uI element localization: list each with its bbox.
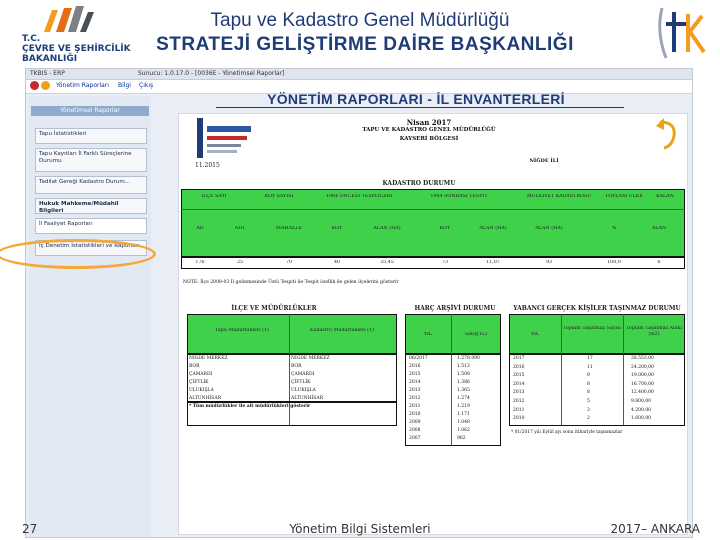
doc-date-mark: 11.2015 <box>195 162 220 169</box>
kadastro-header: KÖY SAYISI <box>264 194 294 199</box>
harc-row-year: 2016 <box>409 364 421 369</box>
kadastro-value: 100,0 <box>607 260 621 265</box>
yabanci-row-year: 2016 <box>513 364 525 370</box>
content-title: YÖNETİM RAPORLARI - İL ENVANTERLERİ <box>267 91 565 107</box>
yabanci-row-count: 9 <box>587 373 590 379</box>
ministry-line-3: BAKANLIĞI <box>22 54 78 64</box>
harc-row-value: 1.062 <box>457 428 470 433</box>
ilce-col-tapu: Tapu Müdürlükleri (1) <box>215 328 269 333</box>
content-title-underline <box>216 107 624 108</box>
kadastro-header: TOPLAM ÜLKE <box>605 194 643 199</box>
kadastro-note: NOTE: İlçe 2008-03 İl gelinmesinde Üstü Tespiti ile Tespit özellik ile gelen ilçelerini gösterir <box>183 280 399 285</box>
harc-row-year: 2015 <box>409 372 421 377</box>
sidebar-item-ic-denetim[interactable]: İç Denetim İstatistikleri ve Raporları <box>35 240 147 256</box>
kadastro-header: MÜLKİYET KADASTROSU <box>526 194 592 199</box>
app-window <box>25 68 693 538</box>
kadastro-value: 25 <box>236 260 244 265</box>
ilce-row: ALTUNHİSAR <box>291 396 324 401</box>
kadastro-value: 11,07 <box>486 260 500 265</box>
footer-center: Yönetim Bilgi Sistemleri <box>289 522 431 536</box>
harc-row-value: 1.171 <box>457 412 470 417</box>
yabanci-row-year: 2017 <box>513 356 525 361</box>
yabanci-row-year: 2010 <box>513 416 525 422</box>
harc-row-value: 1.365 <box>457 388 470 393</box>
kadastro-subheader: % <box>611 226 617 231</box>
kadastro-value: 35,45 <box>380 260 394 265</box>
sidebar-header: Yönetimsel Raporlar <box>31 106 149 116</box>
yabanci-row-year: 2013 <box>513 390 525 396</box>
kadastro-value: 73 <box>441 260 449 265</box>
kadastro-subheader: AD <box>196 226 204 231</box>
kadastro-subheader: ALAN <box>651 226 667 231</box>
harc-row-value: 1.274 <box>457 396 470 401</box>
sidebar-item-tapu-istatistikleri[interactable]: Tapu İstatistikleri <box>35 128 147 144</box>
yabanci-note: * 01/2017 yılı Eylül ayı sonu itibariyle taşınmazlar <box>511 430 623 435</box>
menu-yonetim-raporlari[interactable]: Yönetim Raporları <box>56 82 109 89</box>
yabanci-row-count: 11 <box>587 364 593 370</box>
titlebar-app: TKBIS - ERP <box>30 70 65 77</box>
ministry-logo <box>18 4 133 66</box>
yabanci-row-count: 8 <box>587 390 590 396</box>
harc-title: HARÇ ARŞİVİ DURUMU <box>414 305 496 312</box>
doc-header-line-2: KAYSERİ BÖLGESİ <box>399 136 459 142</box>
ilce-row: ÇİFTLİK <box>291 380 311 385</box>
yabanci-row-area: 16.700,00 <box>631 381 654 387</box>
titlebar-info: Sunucu: 1.0.17.0 - [0036E - Yönetimsel Raporlar] <box>138 70 285 77</box>
ilce-row: ÇAMARDI <box>189 372 213 377</box>
ilce-table-body <box>187 354 397 402</box>
harc-row-year: 06/2017 <box>409 356 428 361</box>
harc-row-year: 2013 <box>409 388 421 393</box>
kadastro-value: 70 <box>285 260 293 265</box>
harc-row-year: 2011 <box>409 404 421 409</box>
doc-date-top: Nisan 2017 <box>406 118 452 127</box>
ilce-row: ULUKIŞLA <box>291 388 316 393</box>
yabanci-row-area: 28.553,00 <box>631 356 654 361</box>
yabanci-col-yil: YIL <box>530 332 540 337</box>
ilce-row: ÇİFTLİK <box>189 380 209 385</box>
kadastro-header: 1964 ÖNCESİ TESPİTLERİ <box>325 194 393 199</box>
ilce-row: ULUKIŞLA <box>189 388 214 393</box>
kadastro-title: KADASTRO DURUMU <box>382 180 456 187</box>
kadastro-subheader: ALAN (HA) <box>373 226 401 231</box>
harc-row-year: 2007 <box>409 436 421 441</box>
ministry-logo-icon <box>38 4 98 34</box>
ilce-row: NİĞDE MERKEZ <box>189 356 228 361</box>
yabanci-row-year: 2015 <box>513 373 525 379</box>
kadastro-header: İLÇE SAYI <box>201 194 227 199</box>
report-document <box>178 113 688 535</box>
harc-row-value: 1.512 <box>457 364 470 369</box>
harc-row-year: 2009 <box>409 420 421 425</box>
org-title: Tapu ve Kadastro Genel Müdürlüğü <box>210 10 510 31</box>
selection-highlight-ring <box>0 239 156 269</box>
menu-cikis[interactable]: Çıkış <box>139 82 154 89</box>
ilce-title: İLÇE VE MÜDÜRLÜKLER <box>231 305 317 312</box>
kadastro-value: 6 <box>657 260 661 265</box>
yabanci-row-count: 3 <box>587 407 590 413</box>
page-number: 27 <box>22 522 38 536</box>
kadastro-value: 93 <box>545 260 553 265</box>
ministry-line-1: T.C. <box>22 34 41 44</box>
yabanci-row-count: 5 <box>587 399 590 404</box>
yabanci-title: YABANCI GERÇEK KİŞİLER TAŞINMAZ DURUMU <box>513 305 681 312</box>
kadastro-subheader: MAHALLE <box>276 226 302 231</box>
ilce-row: ÇAMARDI <box>291 372 315 377</box>
ilce-note: * Tüm müdürlükler ile alt müdürlükleri gösterir <box>189 404 311 409</box>
harc-row-value: 1.386 <box>457 380 470 385</box>
ilce-row: BOR <box>189 364 200 369</box>
kadastro-subheader: ADT <box>234 226 246 231</box>
ministry-line-2: ÇEVRE VE ŞEHİRCİLİK <box>22 44 131 54</box>
harc-row-value: 1.048 <box>457 420 470 425</box>
yabanci-row-area: 9.800,00 <box>631 399 652 404</box>
harc-row-year: 2012 <box>409 396 421 401</box>
sidebar-item-il-faaliyet[interactable]: İl Faaliyet Raporları <box>35 218 147 234</box>
harc-row-value: 1.219 <box>457 404 470 409</box>
yabanci-col-alan: Toplam Taşınmaz Alanı (m2) <box>626 326 682 337</box>
sidebar-item-tapu-kayitlari[interactable]: Tapu Kayıtları İl Farklı Süreçlerine Durumu <box>35 148 147 172</box>
ilce-row: NİĞDE MERKEZ <box>291 356 330 361</box>
ilce-row: BOR <box>291 364 302 369</box>
sidebar <box>29 96 151 537</box>
org-subtitle: STRATEJİ GELİŞTİRME DAİRE BAŞKANLIĞI <box>156 34 574 55</box>
harc-row-value: 962 <box>457 436 466 441</box>
yabanci-row-year: 2012 <box>513 399 525 404</box>
forward-icon[interactable] <box>41 81 50 90</box>
yabanci-row-count: 2 <box>587 416 590 422</box>
ilce-table-header <box>187 314 397 354</box>
ilce-row: ALTUNHİSAR <box>189 396 222 401</box>
sidebar-item-tadilat[interactable]: Tadilat Gereği Kadastro Durum... <box>35 176 147 194</box>
sidebar-item-hukuk[interactable]: Hukuk Mahkeme/Müdahil Bilgileri <box>35 198 147 214</box>
menu-bilgi[interactable]: Bilgi <box>118 82 131 89</box>
harc-row-year: 2014 <box>409 380 421 385</box>
harc-row-value: 1.278.090 <box>457 356 480 361</box>
back-icon[interactable] <box>30 81 39 90</box>
harc-col-satis: Satış(TL) <box>464 332 488 337</box>
kadastro-header: 1964 SONRASI TESPİT <box>430 194 488 199</box>
harc-row-year: 2010 <box>409 412 421 417</box>
window-titlebar <box>26 69 692 80</box>
kadastro-subheader: ALAN (HA) <box>535 226 563 231</box>
kadastro-value: 40 <box>333 260 341 265</box>
kadastro-subheader: KÖY <box>331 226 343 231</box>
yabanci-row-area: 4.200,00 <box>631 407 652 413</box>
harc-row-year: 2008 <box>409 428 421 433</box>
kadastro-header: KALAN <box>656 194 674 199</box>
yabanci-row-count: 8 <box>587 381 590 387</box>
yabanci-row-area: 12.400,00 <box>631 390 654 396</box>
kadastro-subheader: ALAN (HA) <box>479 226 507 231</box>
yabanci-table-body <box>509 354 685 426</box>
yabanci-col-sayi: Toplam Taşınmaz Sayısı <box>563 326 621 331</box>
doc-header-line-1: TAPU VE KADASTRO GENEL MÜDÜRLÜĞÜ <box>362 127 496 133</box>
tkgm-logo-icon <box>652 2 708 62</box>
yabanci-row-count: 17 <box>587 356 593 361</box>
return-arrow-icon[interactable] <box>654 118 680 152</box>
ilce-col-kadastro: Kadastro Müdürlükleri (1) <box>310 328 374 333</box>
yabanci-row-year: 2014 <box>513 381 525 387</box>
harc-col-yil: YIL <box>423 332 433 337</box>
doc-header-line-3: NİĞDE İLİ <box>529 158 559 164</box>
kadastro-value: 176 <box>195 260 205 265</box>
yabanci-row-area: 1.600,00 <box>631 416 652 422</box>
yabanci-row-year: 2011 <box>513 407 525 413</box>
harc-row-value: 1.508 <box>457 372 470 377</box>
kadastro-subheader: KÖY <box>439 226 451 231</box>
yabanci-row-area: 24.200,00 <box>631 364 654 370</box>
yabanci-row-area: 19.000,00 <box>631 373 654 379</box>
tkgm-document-logo-icon <box>195 116 257 164</box>
footer-right: 2017– ANKARA <box>610 522 700 536</box>
